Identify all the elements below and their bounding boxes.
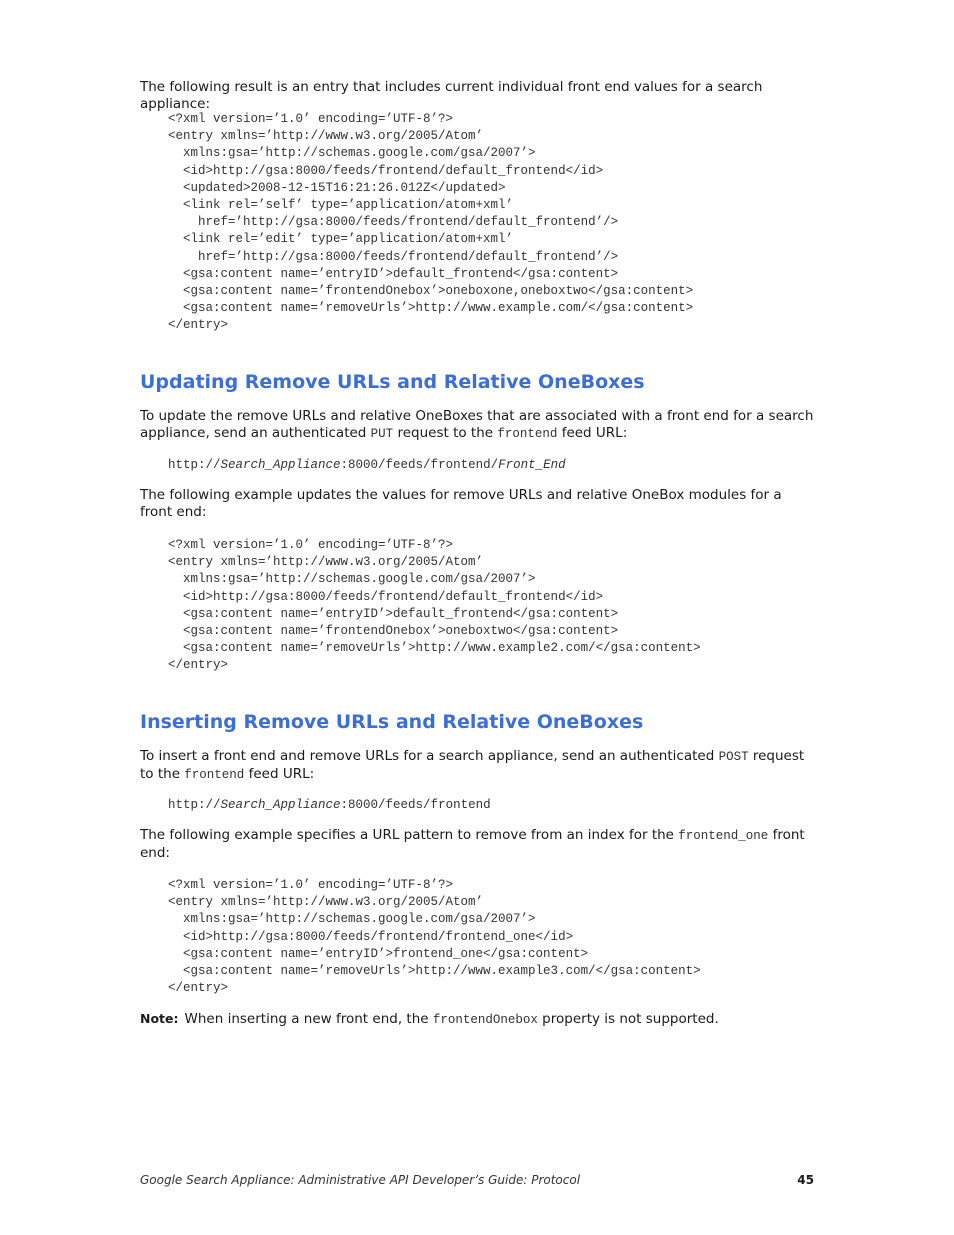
code-line: <gsa:content name=’entryID’>frontend_one</gsa:content> [168, 946, 589, 961]
inline-code: frontendOnebox [432, 1013, 538, 1027]
code-line: <id>http://gsa:8000/feeds/frontend/default_frontend</id> [168, 589, 604, 604]
footer-title: Google Search Appliance: Administrative API Developer’s Guide: Protocol [140, 1173, 581, 1187]
code-line: xmlns:gsa=’http://schemas.google.com/gsa/2007’> [168, 572, 536, 587]
url-part: :8000/feeds/frontend [340, 798, 491, 812]
code-line: xmlns:gsa=’http://schemas.google.com/gsa/2007’> [168, 912, 536, 927]
code-line: <?xml version=’1.0’ encoding=’UTF-8’?> [168, 112, 454, 126]
page-number: 45 [797, 1173, 814, 1187]
url-part: :8000/feeds/frontend/ [340, 458, 499, 472]
code-block-result [168, 111, 693, 334]
inline-code: PUT [370, 427, 394, 441]
inserting-paragraph [140, 748, 814, 784]
code-line: </entry> [168, 981, 229, 996]
code-line: <link rel=’edit’ type=’application/atom+xml’ [168, 232, 514, 247]
code-line: href=’http://gsa:8000/feeds/frontend/default_frontend’/> [168, 249, 619, 264]
code-line: xmlns:gsa=’http://schemas.google.com/gsa/2007’> [168, 146, 536, 161]
note-paragraph [140, 1010, 814, 1029]
code-line: <entry xmlns=’http://www.w3.org/2005/Atom’ [168, 895, 484, 910]
updating-paragraph [140, 408, 814, 443]
code-line: <entry xmlns=’http://www.w3.org/2005/Atom’ [168, 129, 484, 144]
code-line: <link rel=’self’ type=’application/atom+xml’ [168, 197, 514, 212]
code-line: href=’http://gsa:8000/feeds/frontend/default_frontend’/> [168, 215, 619, 230]
feed-url-post [168, 797, 491, 814]
text-run: When inserting a new front end, the [184, 1011, 433, 1027]
text-run: To update the remove URLs and relative OneBoxes that are associated with a front end for a search appliance, send an authenticated [140, 408, 814, 441]
inline-code: POST [718, 750, 749, 764]
code-line: <gsa:content name=’entryID’>default_frontend</gsa:content> [168, 606, 619, 621]
text-run: front end: [140, 827, 805, 861]
updating-example-intro: The following example updates the values for remove URLs and relative OneBox modules for a front end: [140, 487, 782, 520]
code-line: <gsa:content name=’entryID’>default_frontend</gsa:content> [168, 266, 619, 281]
code-line: <entry xmlns=’http://www.w3.org/2005/Atom’ [168, 555, 484, 570]
text-run: feed URL: [244, 766, 315, 782]
note-label: Note: [140, 1011, 179, 1026]
code-line: <id>http://gsa:8000/feeds/frontend/frontend_one</id> [168, 929, 574, 944]
intro-paragraph: The following result is an entry that includes current individual front end values for a search appliance: [140, 79, 763, 112]
code-block-update [168, 537, 701, 675]
url-part: http:// [168, 798, 221, 812]
code-line: <id>http://gsa:8000/feeds/frontend/default_frontend</id> [168, 163, 604, 178]
feed-url-put [168, 457, 566, 474]
inline-code: frontend [184, 768, 245, 782]
inline-code: frontend_one [678, 829, 769, 843]
code-line: <updated>2008-12-15T16:21:26.012Z</updated> [168, 180, 506, 195]
text-run: property is not supported. [537, 1011, 719, 1027]
code-block-insert [168, 877, 701, 997]
code-line: <?xml version=’1.0’ encoding=’UTF-8’?> [168, 878, 454, 892]
text-run: The following example specifies a URL pattern to remove from an index for the [140, 827, 679, 843]
text-run: To insert a front end and remove URLs for a search appliance, send an authenticated [140, 748, 719, 764]
code-line: <gsa:content name=’removeUrls’>http://www.example3.com/</gsa:content> [168, 963, 701, 978]
url-variable: Search_Appliance [220, 458, 341, 472]
code-line: <gsa:content name=’frontendOnebox’>oneboxtwo</gsa:content> [168, 623, 619, 638]
url-part: http:// [168, 458, 221, 472]
code-line: </entry> [168, 318, 229, 333]
code-line: <gsa:content name=’removeUrls’>http://www.example.com/</gsa:content> [168, 301, 694, 316]
text-run: request to the [140, 748, 805, 782]
code-line: <?xml version=’1.0’ encoding=’UTF-8’?> [168, 538, 454, 552]
section-heading-updating: Updating Remove URLs and Relative OneBoxes [140, 371, 645, 393]
inline-code: frontend [497, 427, 558, 441]
text-run: feed URL: [557, 425, 628, 441]
code-line: <gsa:content name=’frontendOnebox’>oneboxone,oneboxtwo</gsa:content> [168, 283, 694, 298]
inserting-example-intro [140, 827, 814, 862]
url-variable: Search_Appliance [220, 798, 341, 812]
url-variable: Front_End [498, 458, 566, 472]
text-run: request to the [393, 425, 498, 441]
code-line: <gsa:content name=’removeUrls’>http://www.example2.com/</gsa:content> [168, 641, 701, 656]
section-heading-inserting: Inserting Remove URLs and Relative OneBoxes [140, 711, 644, 733]
code-line: </entry> [168, 658, 229, 673]
